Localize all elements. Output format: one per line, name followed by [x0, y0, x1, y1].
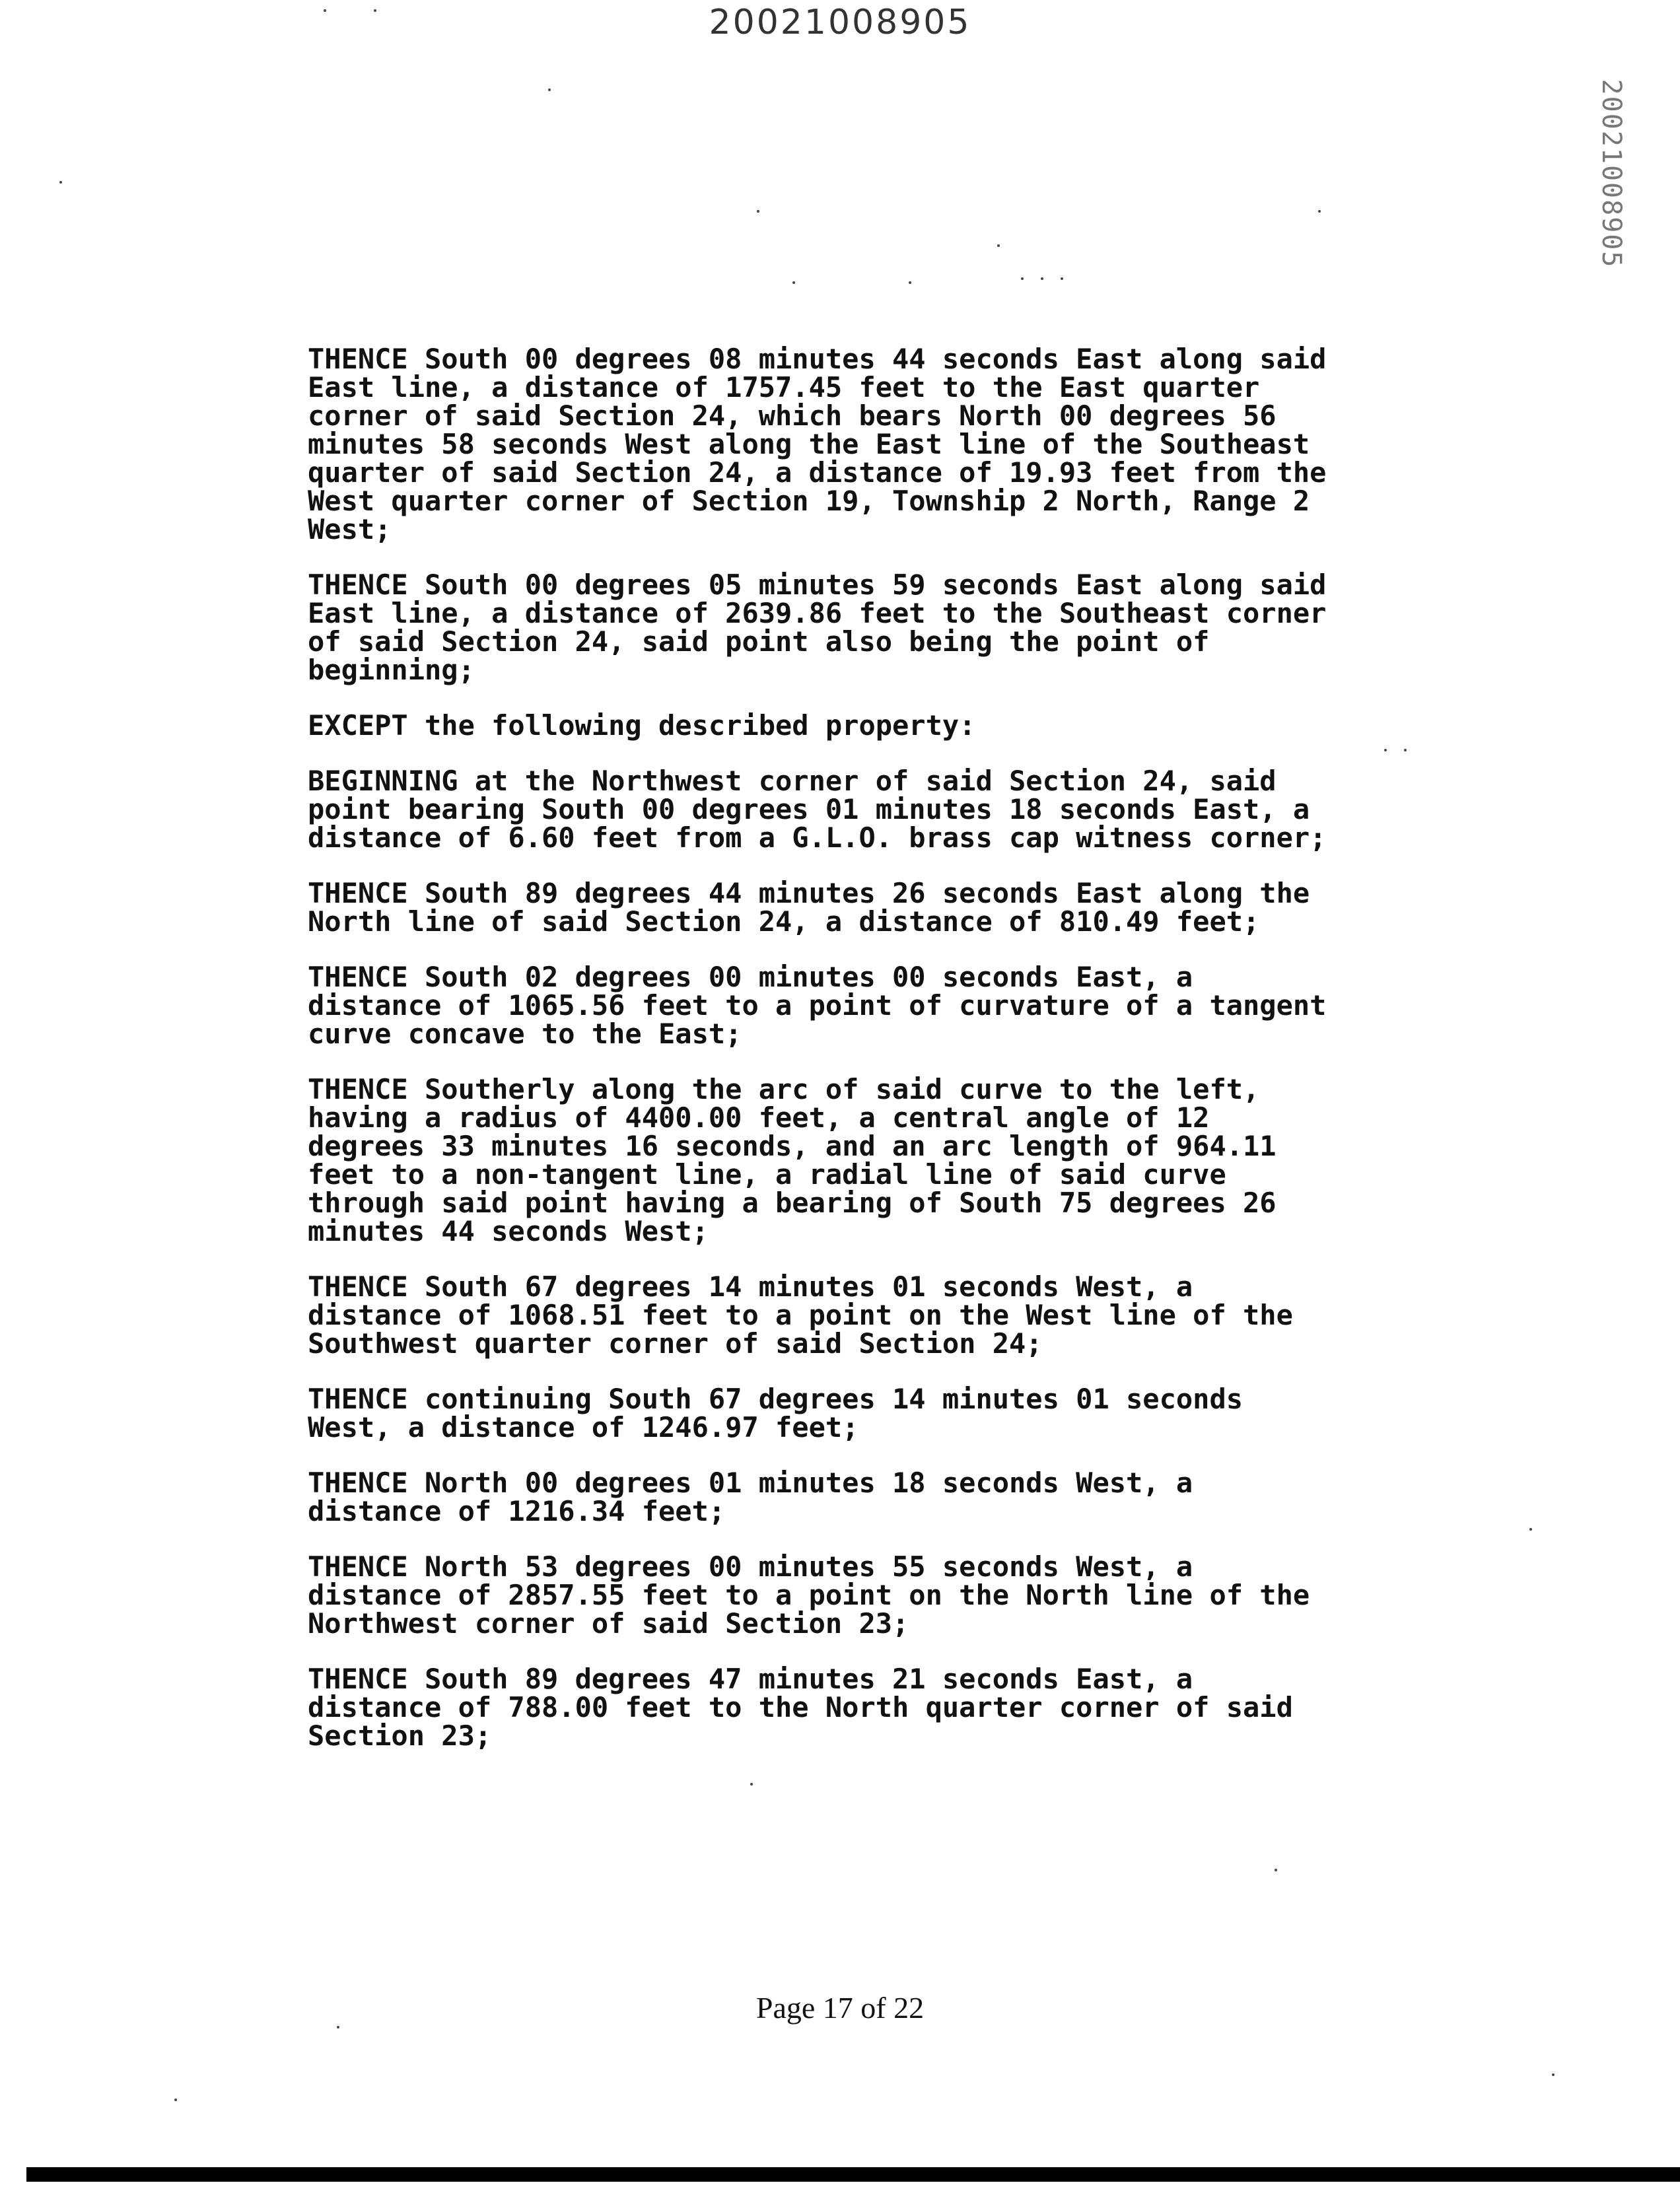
document-number: 20021008905	[709, 3, 971, 42]
scan-edge-bar	[26, 2167, 1680, 2182]
paragraph-beginning	[308, 767, 1562, 852]
text-line: distance of 2857.55 feet to a point on the North line of the	[308, 1579, 1310, 1611]
text-line: West quarter corner of Section 19, Township 2 North, Range 2	[308, 485, 1310, 517]
paragraph-except	[308, 711, 1562, 740]
paragraph-thence-8	[308, 1469, 1562, 1525]
scan-speck	[750, 1783, 753, 1786]
paragraph-thence-3	[308, 879, 1562, 936]
text-line: THENCE South 67 degrees 14 minutes 01 seconds West, a	[308, 1270, 1193, 1303]
text-line: quarter of said Section 24, a distance of 19.93 feet from the	[308, 456, 1327, 489]
text-line: THENCE North 00 degrees 01 minutes 18 seconds West, a	[308, 1467, 1193, 1499]
paragraph-thence-1	[308, 345, 1562, 543]
side-stamp-text: 20021008905	[1596, 79, 1627, 269]
paragraph-thence-6	[308, 1272, 1562, 1358]
paragraph-thence-10	[308, 1665, 1562, 1750]
text-line: having a radius of 4400.00 feet, a central angle of 12	[308, 1101, 1210, 1134]
text-line: Northwest corner of said Section 23;	[308, 1607, 909, 1640]
text-line: THENCE South 89 degrees 47 minutes 21 seconds East, a	[308, 1663, 1193, 1695]
text-line: minutes 58 seconds West along the East line of the Southeast	[308, 428, 1310, 460]
text-line: THENCE South 00 degrees 08 minutes 44 seconds East along said	[308, 343, 1327, 375]
text-line: Southwest quarter corner of said Section 24;	[308, 1327, 1043, 1360]
scan-speck	[1275, 1869, 1277, 1871]
text-line: North line of said Section 24, a distance of 810.49 feet;	[308, 905, 1260, 938]
scan-speck	[548, 88, 551, 91]
text-line: East line, a distance of 2639.86 feet to the Southeast corner	[308, 597, 1327, 629]
text-line: curve concave to the East;	[308, 1018, 742, 1050]
scan-speck	[337, 2026, 339, 2029]
legal-description	[308, 345, 1562, 1777]
text-line: through said point having a bearing of South 75 degrees 26	[308, 1187, 1277, 1219]
scan-speck	[1061, 277, 1063, 280]
text-line: minutes 44 seconds West;	[308, 1215, 709, 1247]
text-line: THENCE South 02 degrees 00 minutes 00 seconds East, a	[308, 961, 1193, 993]
scan-speck	[909, 281, 911, 284]
scan-speck	[324, 9, 326, 12]
text-line: distance of 1065.56 feet to a point of curvature of a tangent	[308, 989, 1327, 1022]
text-line: point bearing South 00 degrees 01 minutes 18 seconds East, a	[308, 793, 1310, 825]
text-line: THENCE Southerly along the arc of said curve to the left,	[308, 1073, 1260, 1105]
text-line: beginning;	[308, 654, 475, 686]
scan-speck	[997, 244, 1000, 247]
scan-speck	[757, 210, 759, 213]
text-line: of said Section 24, said point also being the point of	[308, 625, 1210, 658]
scan-speck	[374, 9, 376, 12]
text-line: BEGINNING at the Northwest corner of said Section 24, said	[308, 765, 1277, 797]
text-line: degrees 33 minutes 16 seconds, and an arc length of 964.11	[308, 1130, 1277, 1162]
scan-speck	[1041, 277, 1043, 280]
text-line: distance of 1216.34 feet;	[308, 1495, 726, 1527]
scan-speck	[1021, 277, 1024, 280]
text-line: corner of said Section 24, which bears North 00 degrees 56	[308, 399, 1277, 432]
scan-speck	[1318, 210, 1321, 213]
paragraph-thence-2	[308, 571, 1562, 684]
text-line: THENCE continuing South 67 degrees 14 minutes 01 seconds	[308, 1383, 1243, 1415]
text-line: West, a distance of 1246.97 feet;	[308, 1411, 859, 1443]
scan-speck	[792, 281, 795, 284]
text-line: THENCE South 00 degrees 05 minutes 59 seconds East along said	[308, 569, 1327, 601]
side-stamp	[1592, 73, 1631, 284]
text-line: Section 23;	[308, 1719, 492, 1752]
text-line: THENCE North 53 degrees 00 minutes 55 seconds West, a	[308, 1550, 1193, 1583]
paragraph-thence-9	[308, 1552, 1562, 1638]
text-line: EXCEPT the following described property:	[308, 709, 976, 742]
text-line: distance of 788.00 feet to the North quarter corner of said	[308, 1691, 1293, 1723]
paragraph-thence-5	[308, 1075, 1562, 1245]
text-line: East line, a distance of 1757.45 feet to the East quarter	[308, 371, 1260, 403]
paragraph-thence-7	[308, 1385, 1562, 1441]
text-line: THENCE South 89 degrees 44 minutes 26 seconds East along the	[308, 877, 1310, 909]
text-line: feet to a non-tangent line, a radial line of said curve	[308, 1158, 1226, 1191]
paragraph-thence-4	[308, 963, 1562, 1048]
text-line: West;	[308, 513, 392, 545]
page-number: Page 17 of 22	[755, 1991, 925, 2025]
text-line: distance of 6.60 feet from a G.L.O. brass cap witness corner;	[308, 821, 1327, 854]
scan-speck	[59, 181, 62, 184]
scan-speck	[1552, 2073, 1555, 2076]
scan-speck	[174, 2099, 177, 2101]
text-line: distance of 1068.51 feet to a point on the West line of the	[308, 1299, 1293, 1331]
